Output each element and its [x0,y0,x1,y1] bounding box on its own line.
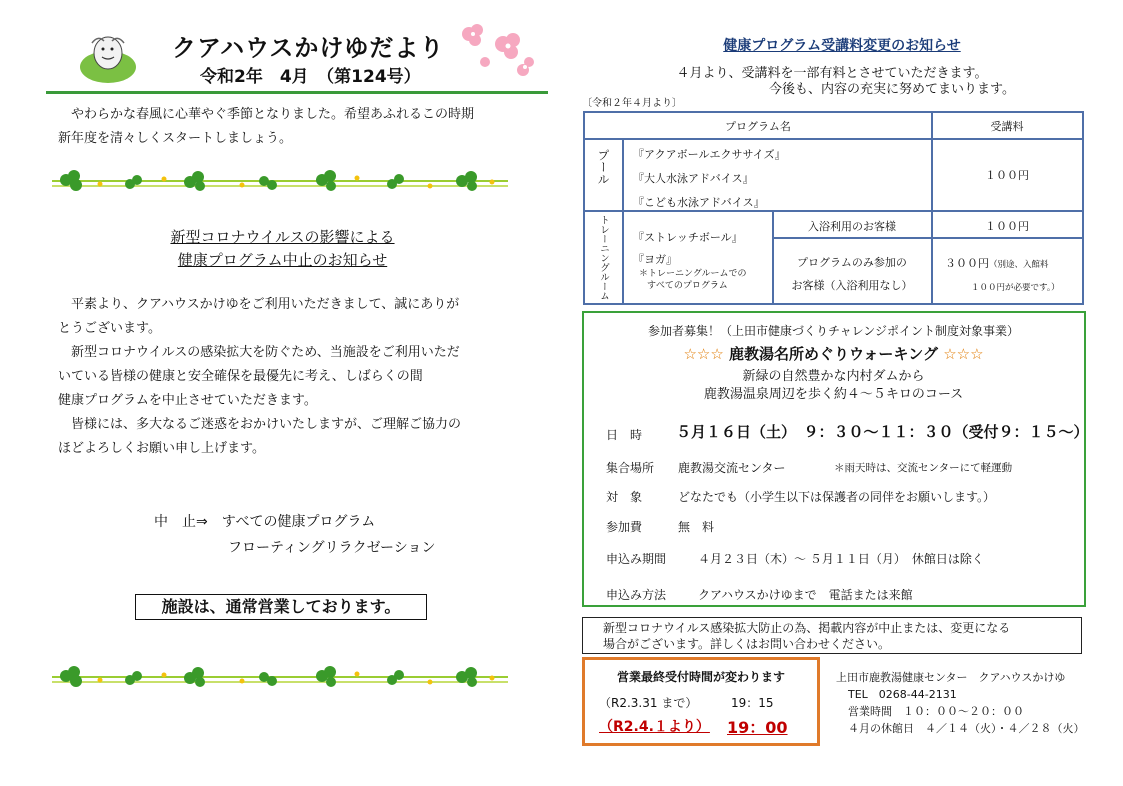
corona-notice-body [58,293,461,461]
notice-line: 皆様には、多大なるご迷惑をおかけいたしますが、ご理解ご協力の [71,417,462,432]
disclaimer-line1: 新型コロナウイルス感染拡大防止の為、掲載内容が中止または、変更になる [603,621,1011,635]
pool-program-item: 『大人水泳アドバイス』 [633,172,754,185]
suspended-line2: フローティングリラクゼーション [228,540,436,556]
center-name: 上田市鹿教湯健康センター クアハウスかけゆ [836,671,1066,684]
suspended-programs [154,509,435,561]
program-only-fee-amount: ３００円 [945,257,989,270]
table-rule [622,138,624,303]
notice-line: 新型コロナウイルスの感染拡大を防ぐため、当施設をご利用いただ [71,345,460,360]
cherry-blossom-decoration [455,22,535,82]
center-hours: 営業時間 １０：００～２０：００ [848,705,1024,718]
newsletter-title: クアハウスかけゆだより [172,34,445,62]
bath-users-label: 入浴利用のお客様 [808,220,896,233]
old-hours-label: （R2.3.31 まで） [599,696,698,710]
program-only-fee [945,252,1060,300]
training-programs [633,227,743,271]
bath-users-fee: １００円 [985,220,1029,233]
place-note: ＊雨天時は、交流センターにて軽運動 [834,462,1013,474]
new-hours-time: 19：00 [727,718,788,737]
issue-number: 令和2年 4月 （第124号） [200,67,421,87]
training-program-item: 『ストレッチボール』 [633,231,743,244]
place-value: 鹿教湯交流センター [678,461,786,475]
notice-line: 健康プログラムを中止させていただきます。 [58,393,317,408]
hours-change-box [582,657,820,746]
kakeyu-logo [78,33,138,85]
training-note [639,268,747,292]
old-hours-time: 19：15 [731,696,774,710]
center-tel: TEL 0268-44-2131 [848,688,957,701]
training-program-item: 『ヨガ』 [633,253,677,266]
pool-label: プール [596,149,610,185]
pool-program-item: 『アクアボールエクササイズ』 [633,148,786,161]
disclaimer-line2: 場合がございます。詳しくはお問い合わせください。 [603,637,891,651]
fee-effective-date: 〔令和２年４月より〕 [582,98,682,109]
greeting-text [58,103,474,151]
star-icon: ☆☆☆ [683,345,724,363]
table-rule [931,113,933,303]
period-label: 申込み期間 [606,552,667,566]
greeting-line: やわらかな春風に心華やぐ季節となりました。希望あふれるこの時期 [71,107,475,122]
corona-heading-line1: 新型コロナウイルスの影響による [170,228,395,246]
date-value: ５月１６日（土） ９：３０～１１：３０（受付９：１５～） [676,423,1089,441]
corona-notice-heading [0,226,565,272]
apply-value: クアハウスかけゆまで 電話または来館 [698,588,913,602]
walking-event-box [582,311,1089,607]
fee-intro-line2: 今後も、内容の充実に努めてまいります。 [769,82,1015,97]
program-only-fee-note2: １００円が必要です。） [971,283,1060,293]
clover-border [52,660,508,696]
pool-programs [633,143,786,215]
suspended-line1: 中 止⇒ すべての健康プログラム [154,514,376,530]
fee-value: 無 料 [678,520,715,534]
fee-change-title: 健康プログラム受講料変更のお知らせ [723,38,961,54]
clover-border [52,164,508,200]
fee-table [583,111,1084,305]
event-subtitle2: 鹿教湯温泉周辺を歩く約４～５キロのコース [703,387,964,402]
notice-line: とうございます。 [58,321,161,336]
new-hours-label: （R2.4.１より） [599,719,710,735]
target-value: どなたでも（小学生以下は保護者の同伴をお願いします。） [678,490,996,504]
target-label: 対 象 [606,490,643,504]
event-recruit-line: 参加者募集！（上田市健康づくりチャレンジポイント制度対象事業） [647,324,1020,338]
notice-line: 平素より、クアハウスかけゆをご利用いただきまして、誠にありが [71,297,460,312]
pool-fee: １００円 [985,169,1029,182]
program-only-line1: プログラムのみ参加の [797,256,907,269]
training-note-line1: ＊トレーニングルームでの [639,269,747,279]
program-only-line2: お客様（入浴利用なし） [791,279,913,292]
col-program-header: プログラム名 [725,120,791,133]
period-value: ４月２３日（木）～ ５月１１日（月） 休館日は除く [698,552,984,566]
training-note-line2: すべてのプログラム [647,281,728,291]
apply-label: 申込み方法 [606,588,667,602]
event-subtitle1: 新緑の自然豊かな内村ダムから [742,369,925,384]
notice-line: ほどよろしくお願い申し上げます。 [58,441,265,456]
training-room-label: トレーニングルーム [598,215,609,301]
event-title-line [584,343,1083,364]
star-icon: ☆☆☆ [943,345,984,363]
fee-label: 参加費 [606,520,643,534]
pool-program-item: 『こども水泳アドバイス』 [633,196,765,209]
event-title: 鹿教湯名所めぐりウォーキング [729,345,938,363]
place-label: 集合場所 [606,461,655,475]
open-notice-box: 施設は、通常営業しております。 [135,594,427,620]
center-closed-days: ４月の休館日 ４／１４（火）・４／２８（火） [848,722,1085,735]
hours-change-title: 営業最終受付時間が変わります [616,670,785,684]
center-info [836,669,1085,737]
title-divider [46,91,548,94]
table-rule [585,138,1082,140]
fee-intro-line1: ４月より、受講料を一部有料とさせていただきます。 [676,66,988,81]
date-label: 日 時 [606,428,643,442]
greeting-line: 新年度を清々しくスタートしましょう。 [58,131,293,146]
notice-line: いている皆様の健康と安全確保を最優先に考え、しばらくの間 [58,369,423,384]
table-rule [772,237,1082,239]
corona-heading-line2: 健康プログラム中止のお知らせ [177,251,388,269]
col-fee-header: 受講料 [990,120,1024,133]
disclaimer-box [582,617,1082,654]
program-only-label [773,251,931,297]
program-only-fee-note1: （別途、入館料 [989,260,1049,270]
